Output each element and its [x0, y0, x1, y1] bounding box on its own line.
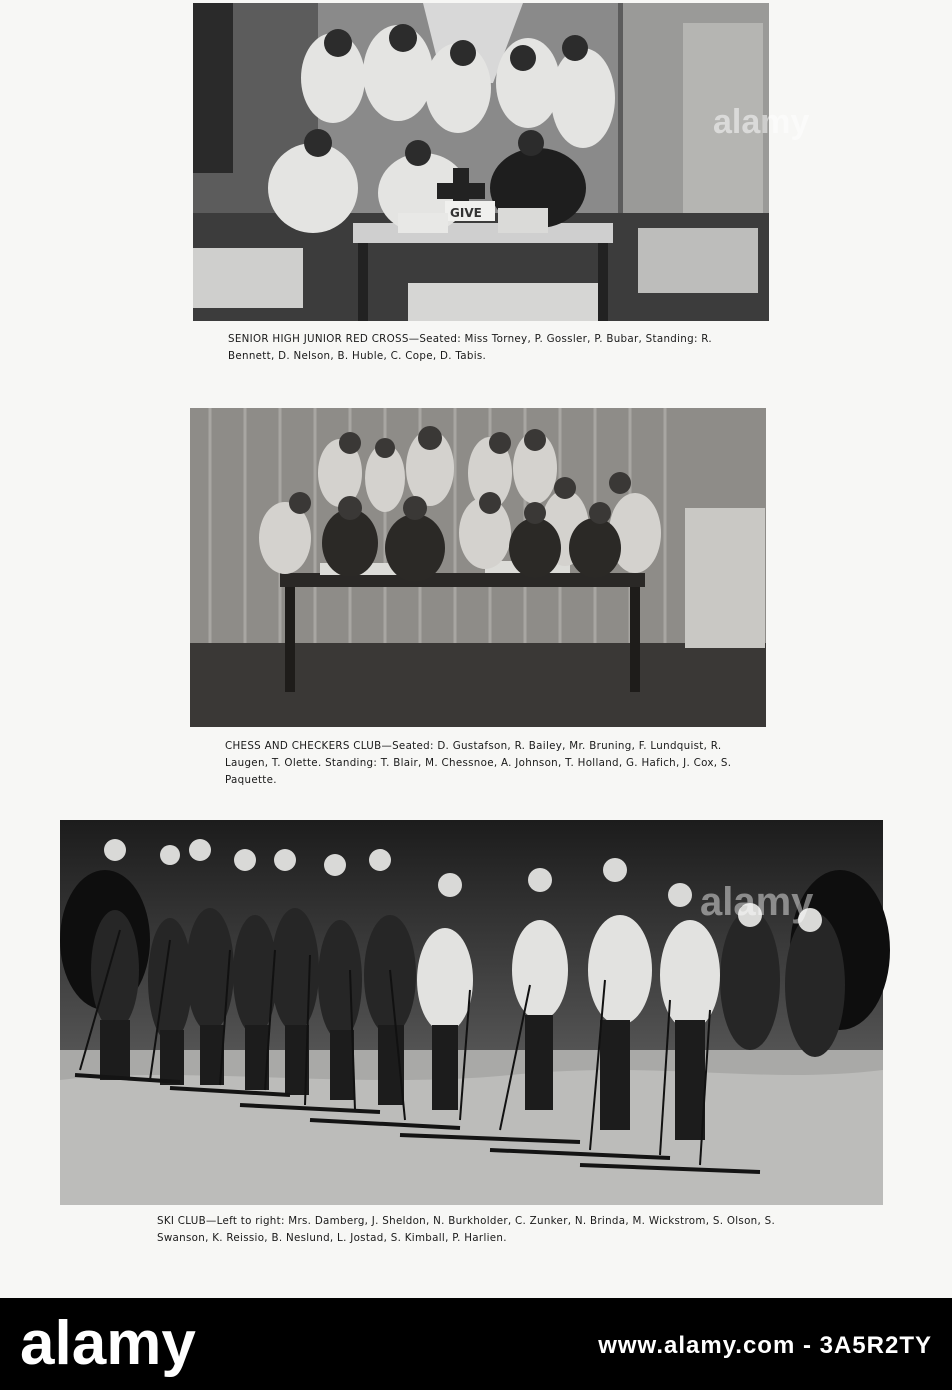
watermark-overlay-1: alamy	[713, 103, 810, 141]
watermark-overlay-3: alamy	[700, 880, 814, 924]
image-id: www.alamy.com - 3A5R2TY	[598, 1332, 932, 1359]
red-cross-caption: SENIOR HIGH JUNIOR RED CROSS—Seated: Miss Torney, P. Gossler, P. Bubar, Standing: R. Bennett, D. Nelson, B. Huble, C. Cope, D. Tabis.	[228, 333, 712, 362]
give-sign-text: GIVE	[450, 206, 482, 220]
alamy-logo-text: alamy	[20, 1309, 196, 1378]
chess-club-scene	[190, 408, 766, 727]
ski-club-scene	[60, 820, 883, 1205]
ski-club-photo	[60, 820, 883, 1205]
chess-club-caption: CHESS AND CHECKERS CLUB—Seated: D. Gustafson, R. Bailey, Mr. Bruning, F. Lundquist, R. Laugen, T. Olette. Standing: T. Blair, M. Chessnoe, A. Johnson, T. Holland, G. Hafich, J. Cox, S. Paquette.	[225, 740, 732, 786]
ski-club-caption: SKI CLUB—Left to right: Mrs. Damberg, J. Sheldon, N. Burkholder, C. Zunker, N. Brinda, M. Wickstrom, S. Olson, S. Swanson, K. Reissio, B. Neslund, L. Jostad, S. Kimball, P. Harlien.	[157, 1215, 776, 1244]
chess-club-photo	[190, 408, 766, 727]
alamy-logo	[20, 1306, 280, 1382]
red-cross-photo	[193, 3, 810, 321]
red-cross-scene	[193, 3, 810, 321]
